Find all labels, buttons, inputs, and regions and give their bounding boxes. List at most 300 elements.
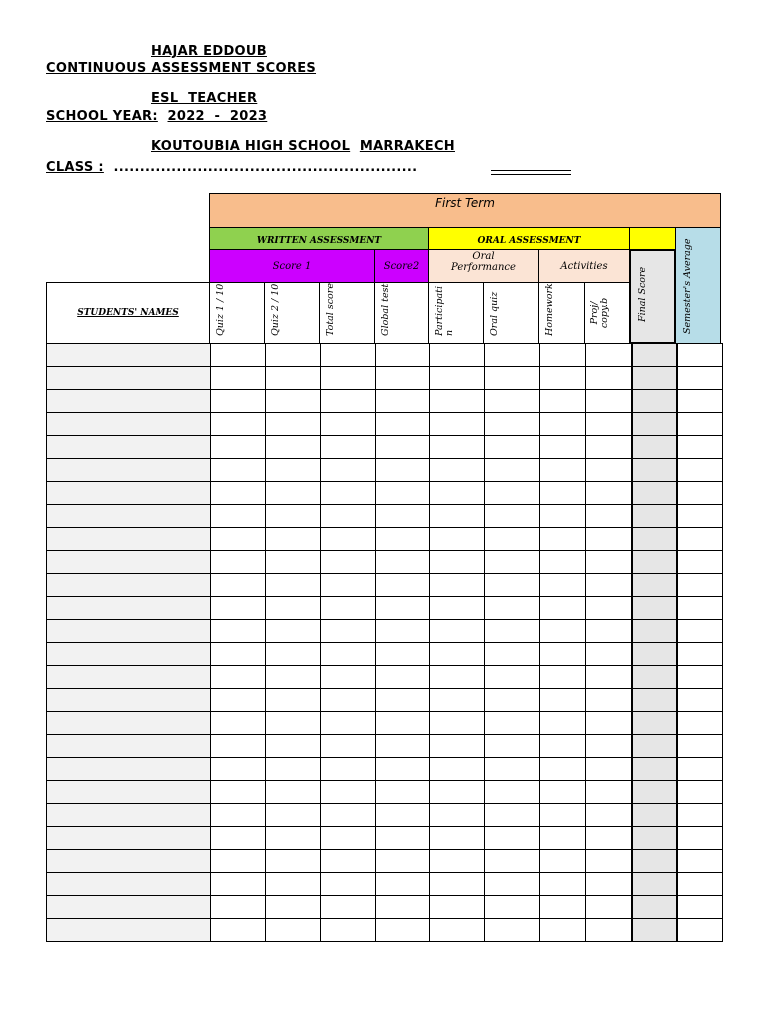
project-cell[interactable] <box>586 643 632 666</box>
final-score-cell[interactable] <box>632 574 677 597</box>
student-name-cell[interactable] <box>47 620 211 643</box>
final-score-cell[interactable] <box>632 413 677 436</box>
participation-cell[interactable] <box>430 620 485 643</box>
project-cell[interactable] <box>586 689 632 712</box>
student-name-cell[interactable] <box>47 459 211 482</box>
oral-quiz-cell[interactable] <box>485 919 540 942</box>
quiz2-cell[interactable] <box>266 850 321 873</box>
quiz1-cell[interactable] <box>211 344 266 367</box>
homework-cell[interactable] <box>540 528 586 551</box>
project-cell[interactable] <box>586 574 632 597</box>
quiz2-cell[interactable] <box>266 666 321 689</box>
homework-cell[interactable] <box>540 735 586 758</box>
quiz2-cell[interactable] <box>266 781 321 804</box>
project-cell[interactable] <box>586 344 632 367</box>
oral-quiz-cell[interactable] <box>485 758 540 781</box>
student-name-cell[interactable] <box>47 505 211 528</box>
student-name-cell[interactable] <box>47 413 211 436</box>
global-test-cell[interactable] <box>376 459 430 482</box>
quiz1-cell[interactable] <box>211 620 266 643</box>
total-score-cell[interactable] <box>321 436 376 459</box>
homework-cell[interactable] <box>540 436 586 459</box>
homework-cell[interactable] <box>540 666 586 689</box>
semester-average-cell[interactable] <box>677 505 723 528</box>
semester-average-cell[interactable] <box>677 804 723 827</box>
quiz1-cell[interactable] <box>211 758 266 781</box>
student-name-cell[interactable] <box>47 551 211 574</box>
oral-quiz-cell[interactable] <box>485 367 540 390</box>
participation-cell[interactable] <box>430 528 485 551</box>
term-banner <box>209 193 721 228</box>
semester-average-cell[interactable] <box>677 574 723 597</box>
semester-average-cell[interactable] <box>677 896 723 919</box>
total-score-cell[interactable] <box>321 574 376 597</box>
quiz2-cell[interactable] <box>266 804 321 827</box>
total-score-cell[interactable] <box>321 597 376 620</box>
oral-quiz-cell[interactable] <box>485 781 540 804</box>
semester-average-cell[interactable] <box>677 551 723 574</box>
quiz2-cell[interactable] <box>266 597 321 620</box>
semester-average-cell[interactable] <box>677 597 723 620</box>
participation-cell[interactable] <box>430 505 485 528</box>
project-cell[interactable] <box>586 804 632 827</box>
quiz2-cell[interactable] <box>266 344 321 367</box>
homework-cell[interactable] <box>540 850 586 873</box>
global-test-cell[interactable] <box>376 413 430 436</box>
final-score-cell[interactable] <box>632 344 677 367</box>
project-cell[interactable] <box>586 873 632 896</box>
activities-label: Activities <box>560 260 608 272</box>
homework-cell[interactable] <box>540 781 586 804</box>
quiz1-cell[interactable] <box>211 666 266 689</box>
semester-average-cell[interactable] <box>677 528 723 551</box>
project-cell[interactable] <box>586 735 632 758</box>
final-score-cell[interactable] <box>632 643 677 666</box>
table-row <box>47 873 723 896</box>
oral-quiz-cell[interactable] <box>485 413 540 436</box>
global-test-cell[interactable] <box>376 850 430 873</box>
oral-quiz-cell[interactable] <box>485 689 540 712</box>
global-test-cell[interactable] <box>376 436 430 459</box>
participation-cell[interactable] <box>430 367 485 390</box>
final-score-cell[interactable] <box>632 712 677 735</box>
semester-average-cell[interactable] <box>677 643 723 666</box>
total-score-cell[interactable] <box>321 528 376 551</box>
total-score-cell[interactable] <box>321 482 376 505</box>
project-cell[interactable] <box>586 666 632 689</box>
quiz2-cell[interactable] <box>266 896 321 919</box>
quiz2-cell[interactable] <box>266 689 321 712</box>
oral-quiz-cell[interactable] <box>485 827 540 850</box>
quiz1-cell[interactable] <box>211 781 266 804</box>
homework-cell[interactable] <box>540 712 586 735</box>
student-name-cell[interactable] <box>47 344 211 367</box>
semester-average-cell[interactable] <box>677 735 723 758</box>
semester-average-cell[interactable] <box>677 390 723 413</box>
final-score-cell[interactable] <box>632 896 677 919</box>
project-cell[interactable] <box>586 758 632 781</box>
homework-cell[interactable] <box>540 574 586 597</box>
student-name-cell[interactable] <box>47 758 211 781</box>
global-test-cell[interactable] <box>376 528 430 551</box>
quiz2-cell[interactable] <box>266 367 321 390</box>
quiz2-cell[interactable] <box>266 551 321 574</box>
participation-cell[interactable] <box>430 781 485 804</box>
project-cell[interactable] <box>586 919 632 942</box>
oral-assessment-label: ORAL ASSESSMENT <box>477 236 581 246</box>
global-test-cell[interactable] <box>376 482 430 505</box>
final-score-cell[interactable] <box>632 620 677 643</box>
total-score-cell[interactable] <box>321 712 376 735</box>
participation-cell[interactable] <box>430 643 485 666</box>
total-score-cell[interactable] <box>321 781 376 804</box>
homework-cell[interactable] <box>540 505 586 528</box>
participation-cell[interactable] <box>430 712 485 735</box>
semester-average-cell[interactable] <box>677 758 723 781</box>
participation-cell[interactable] <box>430 896 485 919</box>
quiz2-cell[interactable] <box>266 413 321 436</box>
participation-cell[interactable] <box>430 482 485 505</box>
final-score-cell[interactable] <box>632 436 677 459</box>
score2-label: Score2 <box>383 260 420 272</box>
semester-average-cell[interactable] <box>677 666 723 689</box>
student-name-cell[interactable] <box>47 781 211 804</box>
quiz1-cell[interactable] <box>211 643 266 666</box>
semester-average-label: Semester's Average <box>682 238 693 334</box>
quiz1-cell[interactable] <box>211 574 266 597</box>
homework-cell[interactable] <box>540 919 586 942</box>
table-row <box>47 827 723 850</box>
global-test-cell[interactable] <box>376 919 430 942</box>
final-score-cell[interactable] <box>632 781 677 804</box>
quiz2-cell[interactable] <box>266 919 321 942</box>
total-score-cell[interactable] <box>321 620 376 643</box>
participation-text: Participati n <box>434 286 455 336</box>
quiz1-cell[interactable] <box>211 689 266 712</box>
quiz2-cell[interactable] <box>266 505 321 528</box>
total-score-cell[interactable] <box>321 551 376 574</box>
final-score-cell[interactable] <box>632 919 677 942</box>
score1-label: Score 1 <box>272 260 312 272</box>
quiz1-cell[interactable] <box>211 850 266 873</box>
oral-quiz-cell[interactable] <box>485 850 540 873</box>
global-test-cell[interactable] <box>376 367 430 390</box>
student-name-cell[interactable] <box>47 482 211 505</box>
participation-cell[interactable] <box>430 436 485 459</box>
total-score-cell[interactable] <box>321 827 376 850</box>
quiz1-cell[interactable] <box>211 413 266 436</box>
homework-cell[interactable] <box>540 413 586 436</box>
total-score-cell[interactable] <box>321 735 376 758</box>
global-test-cell[interactable] <box>376 505 430 528</box>
semester-average-cell[interactable] <box>677 873 723 896</box>
homework-cell[interactable] <box>540 367 586 390</box>
participation-cell[interactable] <box>430 344 485 367</box>
student-name-cell[interactable] <box>47 873 211 896</box>
global-test-cell[interactable] <box>376 551 430 574</box>
project-cell[interactable] <box>586 367 632 390</box>
quiz1-cell[interactable] <box>211 459 266 482</box>
homework-cell[interactable] <box>540 896 586 919</box>
total-score-cell[interactable] <box>321 666 376 689</box>
final-score-cell[interactable] <box>632 367 677 390</box>
student-name-cell[interactable] <box>47 735 211 758</box>
project-cell[interactable] <box>586 528 632 551</box>
student-name-cell[interactable] <box>47 528 211 551</box>
semester-average-cell[interactable] <box>677 413 723 436</box>
final-score-cell[interactable] <box>632 850 677 873</box>
participation-cell[interactable] <box>430 574 485 597</box>
project-cell[interactable] <box>586 390 632 413</box>
quiz1-cell[interactable] <box>211 597 266 620</box>
quiz2-cell[interactable] <box>266 574 321 597</box>
project-cell[interactable] <box>586 620 632 643</box>
participation-cell[interactable] <box>430 459 485 482</box>
semester-average-cell[interactable] <box>677 919 723 942</box>
participation-cell[interactable] <box>430 666 485 689</box>
oral-quiz-cell[interactable] <box>485 551 540 574</box>
total-score-cell[interactable] <box>321 873 376 896</box>
oral-quiz-cell[interactable] <box>485 390 540 413</box>
quiz1-cell[interactable] <box>211 505 266 528</box>
oral-quiz-cell[interactable] <box>485 482 540 505</box>
student-name-cell[interactable] <box>47 666 211 689</box>
total-score-cell[interactable] <box>321 459 376 482</box>
final-score-cell[interactable] <box>632 551 677 574</box>
total-score-cell[interactable] <box>321 643 376 666</box>
oral-quiz-cell[interactable] <box>485 574 540 597</box>
semester-average-cell[interactable] <box>677 344 723 367</box>
participation-cell[interactable] <box>430 390 485 413</box>
quiz1-cell[interactable] <box>211 873 266 896</box>
quiz2-cell[interactable] <box>266 712 321 735</box>
total-score-cell[interactable] <box>321 758 376 781</box>
quiz1-cell[interactable] <box>211 436 266 459</box>
student-name-cell[interactable] <box>47 436 211 459</box>
total-score-cell[interactable] <box>321 367 376 390</box>
participation-cell[interactable] <box>430 919 485 942</box>
oral-quiz-cell[interactable] <box>485 735 540 758</box>
quiz1-cell[interactable] <box>211 827 266 850</box>
final-yellow-cell <box>629 227 676 250</box>
final-score-cell[interactable] <box>632 597 677 620</box>
oral-quiz-cell[interactable] <box>485 712 540 735</box>
quiz1-cell[interactable] <box>211 551 266 574</box>
homework-cell[interactable] <box>540 689 586 712</box>
participation-cell[interactable] <box>430 413 485 436</box>
project-cell[interactable] <box>586 551 632 574</box>
semester-average-cell[interactable] <box>677 781 723 804</box>
student-name-cell[interactable] <box>47 712 211 735</box>
semester-average-cell[interactable] <box>677 482 723 505</box>
global-test-cell[interactable] <box>376 758 430 781</box>
quiz2-cell[interactable] <box>266 620 321 643</box>
final-score-cell[interactable] <box>632 482 677 505</box>
student-name-cell[interactable] <box>47 827 211 850</box>
quiz1-cell[interactable] <box>211 367 266 390</box>
quiz1-cell[interactable] <box>211 896 266 919</box>
project-cell[interactable] <box>586 459 632 482</box>
participation-cell[interactable] <box>430 758 485 781</box>
homework-cell[interactable] <box>540 597 586 620</box>
project-cell[interactable] <box>586 413 632 436</box>
global-test-cell[interactable] <box>376 735 430 758</box>
total-score-cell[interactable] <box>321 850 376 873</box>
final-score-cell[interactable] <box>632 689 677 712</box>
student-name-cell[interactable] <box>47 574 211 597</box>
quiz2-cell[interactable] <box>266 758 321 781</box>
quiz2-cell[interactable] <box>266 459 321 482</box>
global-test-cell[interactable] <box>376 390 430 413</box>
quiz2-cell[interactable] <box>266 873 321 896</box>
semester-average-cell[interactable] <box>677 689 723 712</box>
oral-quiz-cell[interactable] <box>485 873 540 896</box>
quiz2-cell[interactable] <box>266 528 321 551</box>
global-test-cell[interactable] <box>376 666 430 689</box>
quiz1-cell[interactable] <box>211 712 266 735</box>
student-name-cell[interactable] <box>47 919 211 942</box>
participation-cell[interactable] <box>430 827 485 850</box>
quiz2-cell[interactable] <box>266 482 321 505</box>
final-score-cell[interactable] <box>632 390 677 413</box>
global-test-cell[interactable] <box>376 344 430 367</box>
quiz1-cell[interactable] <box>211 528 266 551</box>
oral-quiz-cell[interactable] <box>485 620 540 643</box>
global-test-cell[interactable] <box>376 873 430 896</box>
oral-quiz-cell[interactable] <box>485 666 540 689</box>
project-cell[interactable] <box>586 505 632 528</box>
final-score-cell[interactable] <box>632 758 677 781</box>
semester-average-cell[interactable] <box>677 620 723 643</box>
quiz2-cell[interactable] <box>266 643 321 666</box>
final-score-cell[interactable] <box>632 459 677 482</box>
total-score-cell[interactable] <box>321 804 376 827</box>
student-name-cell[interactable] <box>47 850 211 873</box>
student-name-cell[interactable] <box>47 367 211 390</box>
table-row <box>47 505 723 528</box>
final-score-cell[interactable] <box>632 827 677 850</box>
project-cell[interactable] <box>586 436 632 459</box>
global-test-cell[interactable] <box>376 804 430 827</box>
project-cell[interactable] <box>586 850 632 873</box>
project-cell[interactable] <box>586 781 632 804</box>
semester-average-cell[interactable] <box>677 459 723 482</box>
homework-cell[interactable] <box>540 620 586 643</box>
homework-cell[interactable] <box>540 758 586 781</box>
oral-quiz-cell[interactable] <box>485 344 540 367</box>
quiz1-cell[interactable] <box>211 482 266 505</box>
oral-quiz-cell[interactable] <box>485 804 540 827</box>
total-score-cell[interactable] <box>321 390 376 413</box>
written-assessment-label: WRITTEN ASSESSMENT <box>256 236 382 246</box>
final-score-cell[interactable] <box>632 666 677 689</box>
final-score-cell[interactable] <box>632 804 677 827</box>
quiz1-cell[interactable] <box>211 804 266 827</box>
quiz1-cell[interactable] <box>211 390 266 413</box>
project-cell[interactable] <box>586 896 632 919</box>
student-name-cell[interactable] <box>47 804 211 827</box>
semester-average-cell[interactable] <box>677 436 723 459</box>
oral-quiz-cell[interactable] <box>485 505 540 528</box>
student-name-cell[interactable] <box>47 390 211 413</box>
homework-cell[interactable] <box>540 390 586 413</box>
semester-average-cell[interactable] <box>677 850 723 873</box>
oral-quiz-cell[interactable] <box>485 459 540 482</box>
oral-quiz-cell[interactable] <box>485 896 540 919</box>
student-name-cell[interactable] <box>47 643 211 666</box>
semester-average-cell[interactable] <box>677 367 723 390</box>
homework-cell[interactable] <box>540 643 586 666</box>
total-score-cell[interactable] <box>321 344 376 367</box>
global-test-cell[interactable] <box>376 712 430 735</box>
oral-quiz-cell[interactable] <box>485 528 540 551</box>
global-test-cell[interactable] <box>376 896 430 919</box>
quiz2-cell[interactable] <box>266 735 321 758</box>
participation-cell[interactable] <box>430 597 485 620</box>
participation-cell[interactable] <box>430 804 485 827</box>
quiz1-cell[interactable] <box>211 735 266 758</box>
semester-average-cell[interactable] <box>677 712 723 735</box>
participation-cell[interactable] <box>430 735 485 758</box>
global-test-cell[interactable] <box>376 620 430 643</box>
participation-cell[interactable] <box>430 689 485 712</box>
student-name-cell[interactable] <box>47 689 211 712</box>
total-score-cell[interactable] <box>321 689 376 712</box>
global-test-cell[interactable] <box>376 689 430 712</box>
total-score-cell[interactable] <box>321 505 376 528</box>
project-cell[interactable] <box>586 827 632 850</box>
semester-average-cell[interactable] <box>677 827 723 850</box>
oral-quiz-cell[interactable] <box>485 436 540 459</box>
final-score-cell[interactable] <box>632 873 677 896</box>
final-score-cell[interactable] <box>632 505 677 528</box>
homework-cell[interactable] <box>540 459 586 482</box>
final-score-cell[interactable] <box>632 735 677 758</box>
project-cell[interactable] <box>586 482 632 505</box>
homework-cell[interactable] <box>540 827 586 850</box>
global-test-cell[interactable] <box>376 643 430 666</box>
participation-cell[interactable] <box>430 551 485 574</box>
oral-quiz-cell[interactable] <box>485 597 540 620</box>
homework-cell[interactable] <box>540 551 586 574</box>
total-score-cell[interactable] <box>321 896 376 919</box>
project-cell[interactable] <box>586 712 632 735</box>
quiz1-cell[interactable] <box>211 919 266 942</box>
quiz2-cell[interactable] <box>266 390 321 413</box>
global-test-cell[interactable] <box>376 597 430 620</box>
quiz2-cell[interactable] <box>266 827 321 850</box>
oral-performance-label: Oral Performance <box>451 251 516 273</box>
quiz2-cell[interactable] <box>266 436 321 459</box>
global-test-cell[interactable] <box>376 781 430 804</box>
homework-cell[interactable] <box>540 804 586 827</box>
student-name-cell[interactable] <box>47 597 211 620</box>
total-score-cell[interactable] <box>321 919 376 942</box>
score2-header <box>374 249 429 283</box>
global-test-cell[interactable] <box>376 827 430 850</box>
homework-cell[interactable] <box>540 873 586 896</box>
global-test-cell[interactable] <box>376 574 430 597</box>
homework-cell[interactable] <box>540 344 586 367</box>
project-cell[interactable] <box>586 597 632 620</box>
total-score-cell[interactable] <box>321 413 376 436</box>
oral-quiz-cell[interactable] <box>485 643 540 666</box>
final-score-cell[interactable] <box>632 528 677 551</box>
participation-cell[interactable] <box>430 873 485 896</box>
participation-cell[interactable] <box>430 850 485 873</box>
homework-cell[interactable] <box>540 482 586 505</box>
student-name-cell[interactable] <box>47 896 211 919</box>
